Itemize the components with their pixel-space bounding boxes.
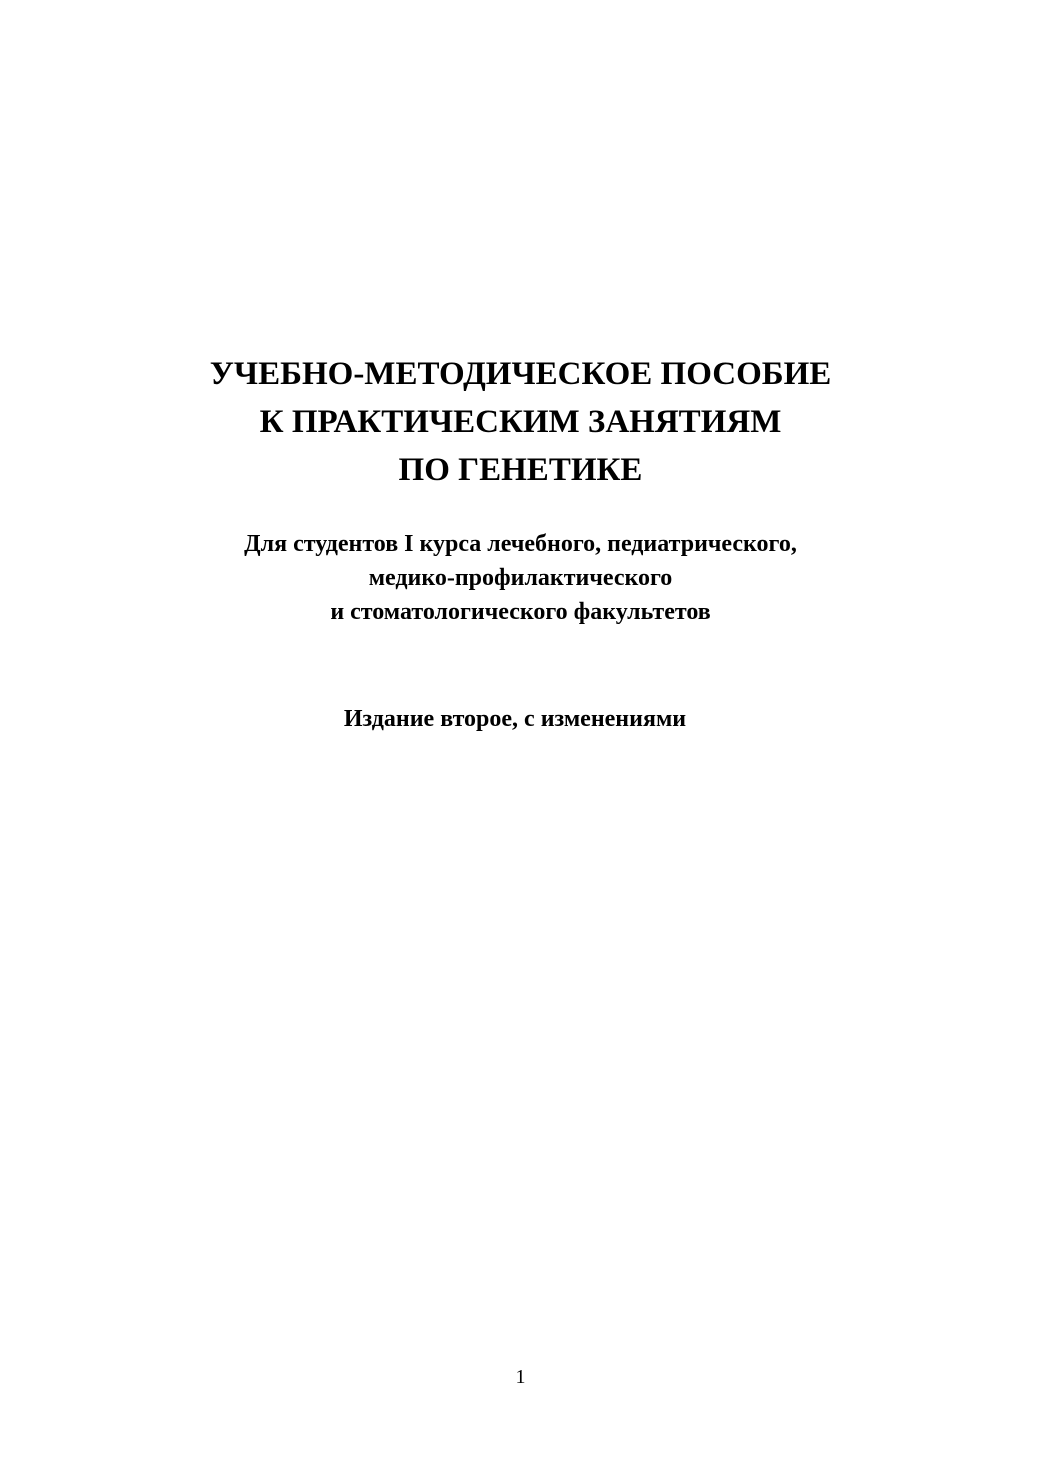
audience-line-3: и стоматологического факультетов (330, 599, 711, 625)
document-title (0, 350, 1041, 494)
title-line-3: ПО ГЕНЕТИКЕ (398, 452, 643, 488)
edition-note: Издание второе, с изменениями (343, 706, 687, 732)
audience-line-2: медико-профилактического (368, 565, 673, 591)
audience-line-1: Для студентов I курса лечебного, педиатрического, (244, 531, 797, 557)
audience-description (0, 527, 1041, 629)
title-line-1: УЧЕБНО-МЕТОДИЧЕСКОЕ ПОСОБИЕ (209, 356, 832, 392)
title-line-2: К ПРАКТИЧЕСКИМ ЗАНЯТИЯМ (259, 404, 782, 440)
page-number: 1 (515, 1366, 526, 1388)
